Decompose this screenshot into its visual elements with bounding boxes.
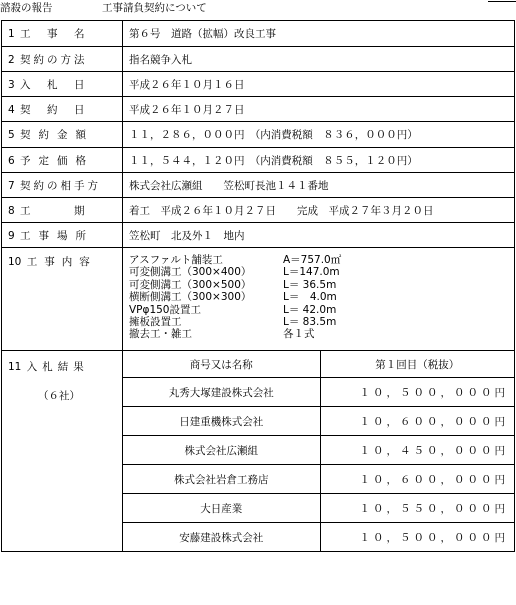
row-value: 平成２６年１０月１６日 xyxy=(123,72,515,97)
row-label-text: 工事内容 xyxy=(26,256,97,268)
row-3 xyxy=(2,72,515,97)
row-value: １１，５４４，１２０円 （内消費税額 ８５５，１２０円） xyxy=(123,148,515,173)
work-item-name: 擁板設置工 xyxy=(129,316,182,329)
bid-results xyxy=(123,351,515,552)
work-item-quantity: A＝757.0㎡ xyxy=(283,254,342,266)
bidder-name: 株式会社岩倉工務店 xyxy=(123,465,320,494)
work-item xyxy=(129,279,409,291)
work-item xyxy=(129,316,409,328)
row-number: 4 xyxy=(8,103,15,116)
row-label-text: 工 期 xyxy=(20,204,88,217)
bidder-name: 安藤建設株式会社 xyxy=(123,523,320,552)
row-number: 5 xyxy=(8,129,15,141)
row-number: 8 xyxy=(8,204,15,217)
bid-row xyxy=(123,465,514,494)
row-label xyxy=(2,47,123,72)
row-label-text: 契約の相手方 xyxy=(20,179,101,192)
row-label-text: 入 札 日 xyxy=(20,78,88,91)
bidder-name: 日建重機株式会社 xyxy=(123,407,320,436)
row-value: 着工 平成２６年１０月２７日 完成 平成２７年３月２０日 xyxy=(123,198,515,223)
row-contents xyxy=(2,248,515,351)
bid-amount: １０，５００，０００円 xyxy=(320,523,514,552)
bidder-name: 大日産業 xyxy=(123,494,320,523)
row-value: 第６号 道路（拡幅）改良工事 xyxy=(123,21,515,47)
bid-row xyxy=(123,378,514,407)
row-number: 6 xyxy=(8,154,15,167)
row-label xyxy=(2,122,123,148)
row-value: 平成２６年１０月２７日 xyxy=(123,97,515,122)
work-item-name: 可変側溝工（300×500） xyxy=(129,278,252,291)
bid-row xyxy=(123,494,514,523)
work-item-name: 横断側溝工（300×300） xyxy=(129,291,252,304)
row-label-text: 予定価格 xyxy=(20,154,94,167)
bid-col-round: 第１回目（税抜） xyxy=(320,351,514,378)
bid-table xyxy=(123,351,514,551)
row-value: 指名競争入札 xyxy=(123,47,515,72)
row-7 xyxy=(2,173,515,198)
row-1 xyxy=(2,21,515,47)
row-value: 笠松町 北及外１ 地内 xyxy=(123,223,515,248)
row-9 xyxy=(2,223,515,248)
row-value: 株式会社広瀬組 笠松町長池１４１番地 xyxy=(123,173,515,198)
row-8 xyxy=(2,198,515,223)
row-value: １１，２８６，０００円 （内消費税額 ８３６，０００円） xyxy=(123,122,515,148)
row-number: 1 xyxy=(8,28,15,40)
work-item-name: 撤去工・雑工 xyxy=(129,328,192,341)
row-label xyxy=(2,173,123,198)
bid-row xyxy=(123,523,514,552)
header-rule xyxy=(488,1,516,2)
bid-amount: １０，６００，０００円 xyxy=(320,407,514,436)
work-items-list xyxy=(129,254,409,341)
bidder-name: 株式会社広瀬組 xyxy=(123,436,320,465)
bid-col-name: 商号又は名称 xyxy=(123,351,320,378)
row-label xyxy=(2,21,123,47)
work-item xyxy=(129,291,409,303)
row-2 xyxy=(2,47,515,72)
bidder-count: （６社） xyxy=(38,390,80,402)
contract-table xyxy=(1,20,515,552)
work-item-name: 可変側溝工（300×400） xyxy=(129,266,252,279)
row-label xyxy=(2,97,123,122)
row-value xyxy=(123,248,515,351)
row-label-text: 契 約 日 xyxy=(20,103,88,116)
work-item xyxy=(129,304,409,316)
row-number: 11 xyxy=(8,361,22,373)
work-item xyxy=(129,266,409,278)
bid-amount: １０，６００，０００円 xyxy=(320,465,514,494)
row-label xyxy=(2,72,123,97)
row-number: 2 xyxy=(8,53,15,66)
row-number: 3 xyxy=(8,78,15,91)
row-number: 9 xyxy=(8,229,15,242)
row-number: 7 xyxy=(8,179,15,192)
row-label xyxy=(2,351,123,552)
bid-amount: １０，５５０，０００円 xyxy=(320,494,514,523)
row-label xyxy=(2,148,123,173)
work-item xyxy=(129,328,409,340)
row-label xyxy=(2,223,123,248)
work-item-quantity: L＝ 42.0m xyxy=(283,303,337,316)
row-label-text: 契約の方法 xyxy=(20,53,88,66)
work-item-quantity: L＝147.0m xyxy=(283,266,340,279)
row-bids xyxy=(2,351,515,552)
row-label-text: 工事場所 xyxy=(20,229,94,242)
row-label-text: 契約金額 xyxy=(20,129,94,141)
work-item-quantity: L＝ 36.5m xyxy=(283,278,337,291)
work-item-name: VPφ150設置工 xyxy=(129,303,201,316)
header-title-right: 工事請負契約について xyxy=(102,2,207,14)
work-item xyxy=(129,254,409,266)
bidder-name: 丸秀大塚建設株式会社 xyxy=(123,378,320,407)
work-item-quantity: L＝ 4.0m xyxy=(283,291,337,304)
bid-amount: １０，４５０，０００円 xyxy=(320,436,514,465)
row-4 xyxy=(2,97,515,122)
work-item-quantity: L＝ 83.5m xyxy=(283,316,337,329)
header-title-left: 諮殺の報告 xyxy=(0,2,53,14)
row-label xyxy=(2,198,123,223)
row-label-text: 工 事 名 xyxy=(20,28,88,40)
row-number: 10 xyxy=(8,256,22,268)
bid-amount: １０，５００，０００円 xyxy=(320,378,514,407)
row-label xyxy=(2,248,123,351)
work-item-quantity: 各１式 xyxy=(283,328,315,341)
bid-header-row xyxy=(123,351,514,378)
row-label-text: 入札結果 xyxy=(26,361,89,373)
bid-row xyxy=(123,436,514,465)
row-5 xyxy=(2,122,515,148)
bid-row xyxy=(123,407,514,436)
row-6 xyxy=(2,148,515,173)
work-item-name: アスファルト舗装工 xyxy=(129,254,223,266)
